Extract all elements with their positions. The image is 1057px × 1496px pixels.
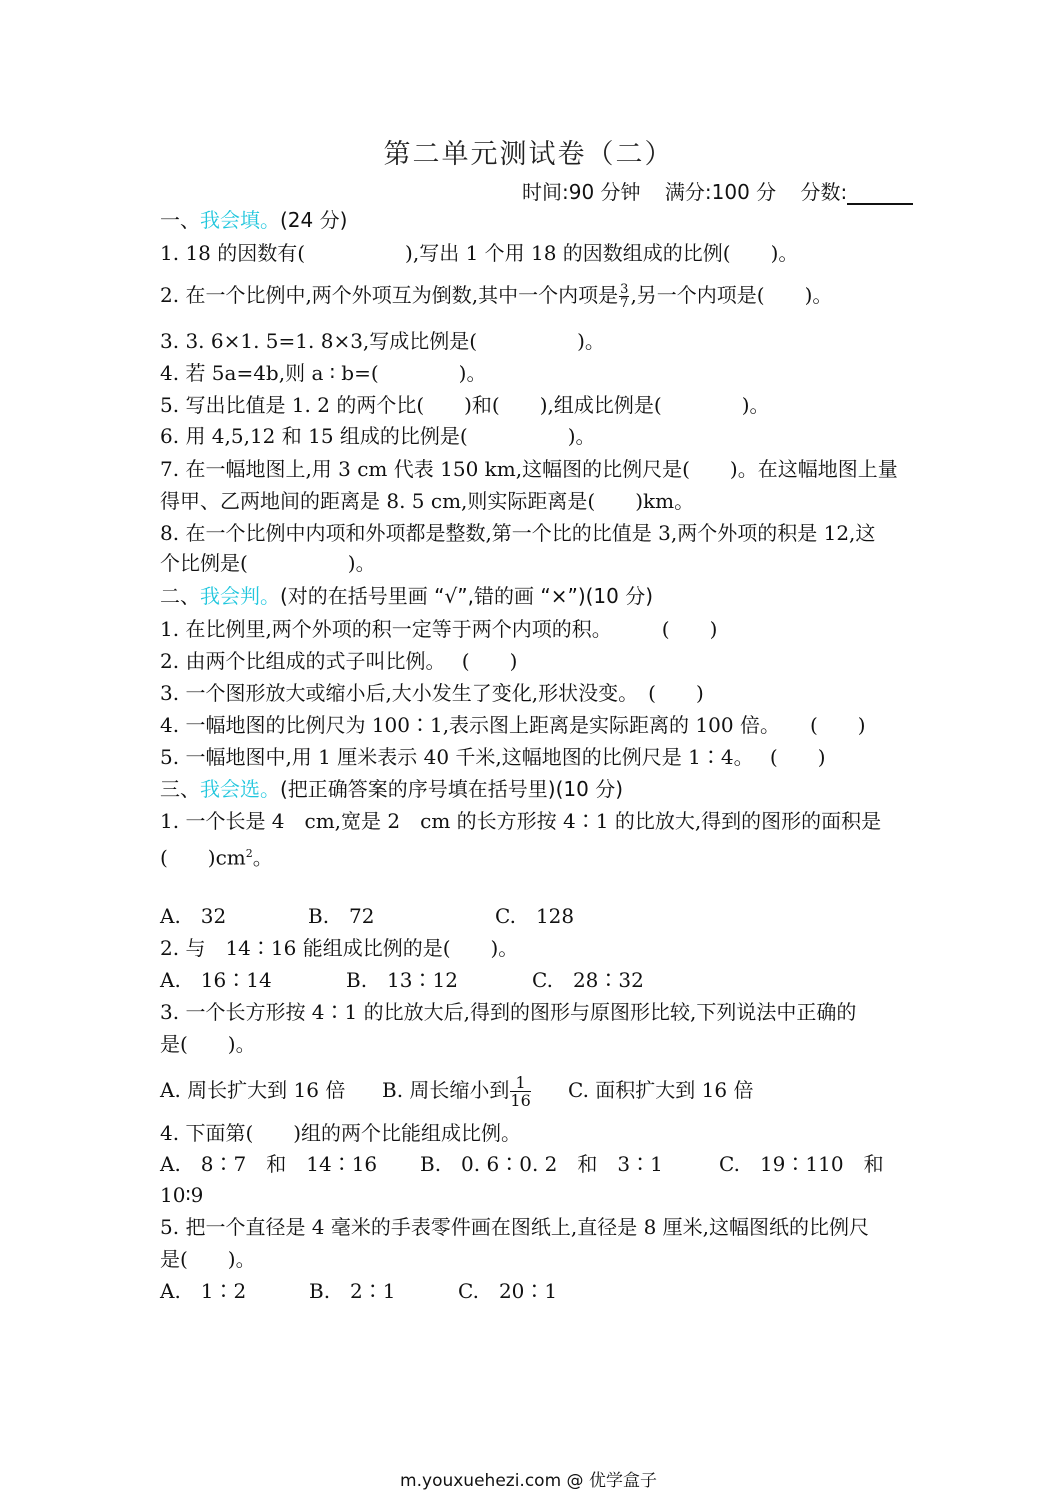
question-3-2: 2. 与 14∶16 能组成比例的是( )。 <box>160 936 519 960</box>
score-label: 分数: <box>801 180 932 204</box>
score-blank[interactable] <box>847 185 913 205</box>
question-1-8-line-1: 8. 在一个比例中内项和外项都是整数,第一个比的比值是 3,两个外项的积是 12,这 <box>160 521 876 545</box>
question-3-4-options <box>160 1151 884 1177</box>
time-limit: 时间:90 分钟 <box>522 180 641 204</box>
option-b[interactable]: B. 13∶12 <box>346 968 458 992</box>
fraction-3-7: $\frac{3}{7}$ <box>620 282 629 311</box>
option-a[interactable]: A. 32 <box>160 904 227 928</box>
question-3-5-line-2: 是( )。 <box>160 1247 256 1271</box>
section-3-name: 我会选。 <box>200 777 280 801</box>
question-2-3: 3. 一个图形放大或缩小后,大小发生了变化,形状没变。 ( ) <box>160 681 704 705</box>
question-3-3-line-2: 是( )。 <box>160 1032 256 1056</box>
option-c[interactable]: C. 19∶110 和 <box>719 1152 884 1176</box>
fraction-1-16: $\frac{1}{16}$ <box>510 1073 531 1110</box>
option-c[interactable]: C. 面积扩大到 16 倍 <box>568 1078 754 1102</box>
question-3-4-option-c-cont: 10∶9 <box>160 1183 204 1207</box>
question-3-1-line-2: ( )$cm^2$。 <box>160 845 273 870</box>
question-1-1: 1. 18 的因数有( ),写出 1 个用 18 的因数组成的比例( )。 <box>160 241 799 265</box>
full-score: 满分:100 分 <box>664 180 777 204</box>
footer-watermark[interactable]: m.youxuehezi.com @ 优学盒子 <box>400 1471 657 1491</box>
option-c[interactable]: C. 20∶1 <box>458 1279 558 1303</box>
option-b[interactable]: B. 周长缩小到 $\frac{1}{16}$ <box>382 1073 531 1110</box>
question-1-2: 2. 在一个比例中,两个外项互为倒数,其中一个内项是 $\frac{3}{7}$ ,另一个内项是( )。 <box>160 282 833 311</box>
option-a[interactable]: A. 16∶14 <box>160 968 272 992</box>
option-c[interactable]: C. 128 <box>495 904 575 928</box>
option-b[interactable]: B. 0. 6∶0. 2 和 3∶1 <box>420 1152 663 1176</box>
exam-meta <box>522 176 949 205</box>
option-b[interactable]: B. 72 <box>308 904 375 928</box>
question-3-1-options <box>160 903 574 929</box>
option-c[interactable]: C. 28∶32 <box>532 968 644 992</box>
question-1-4: 4. 若 5a=4b,则 a ∶ b=( )。 <box>160 361 487 385</box>
question-1-5: 5. 写出比值是 1. 2 的两个比( )和( ),组成比例是( )。 <box>160 393 770 417</box>
question-1-8-line-2: 个比例是( )。 <box>160 551 376 575</box>
option-a[interactable]: A. 周长扩大到 16 倍 <box>160 1078 346 1102</box>
question-3-5-line-1: 5. 把一个直径是 4 毫米的手表零件画在图纸上,直径是 8 厘米,这幅图纸的比例尺 <box>160 1215 870 1239</box>
question-3-4: 4. 下面第( )组的两个比能组成比例。 <box>160 1121 522 1145</box>
option-a[interactable]: A. 1∶2 <box>160 1279 247 1303</box>
question-1-7-line-2: 得甲、乙两地间的距离是 8. 5 cm,则实际距离是( )km。 <box>160 489 695 513</box>
question-2-2: 2. 由两个比组成的式子叫比例。 ( ) <box>160 649 518 673</box>
question-3-5-options <box>160 1278 557 1304</box>
section-2-name: 我会判。 <box>200 584 280 608</box>
question-3-1-line-1: 1. 一个长是 4 cm,宽是 2 cm 的长方形按 4∶1 的比放大,得到的图形的面积是 <box>160 809 882 833</box>
section-1-name: 我会填。 <box>200 208 280 232</box>
section-2-heading: 二、我会判。(对的在括号里画 “√”,错的画 “×”)(10 分) <box>160 584 654 608</box>
section-1-heading: 一、我会填。(24 分) <box>160 208 348 232</box>
option-a[interactable]: A. 8∶7 和 14∶16 <box>160 1152 378 1176</box>
question-2-1: 1. 在比例里,两个外项的积一定等于两个内项的积。 ( ) <box>160 617 718 641</box>
question-2-5: 5. 一幅地图中,用 1 厘米表示 40 千米,这幅地图的比例尺是 1∶4。 ( ) <box>160 745 826 769</box>
question-3-3-line-1: 3. 一个长方形按 4∶1 的比放大后,得到的图形与原图形比较,下列说法中正确的 <box>160 1000 857 1024</box>
question-2-4: 4. 一幅地图的比例尺为 100∶1,表示图上距离是实际距离的 100 倍。 ( ) <box>160 713 866 737</box>
question-1-7-line-1: 7. 在一幅地图上,用 3 cm 代表 150 km,这幅图的比例尺是( )。在这幅地图上量 <box>160 457 898 481</box>
section-3-heading: 三、我会选。(把正确答案的序号填在括号里)(10 分) <box>160 777 624 801</box>
question-1-3: 3. 3. 6×1. 5=1. 8×3,写成比例是( )。 <box>160 329 605 353</box>
page-title: 第二单元测试卷（二） <box>383 139 674 170</box>
option-b[interactable]: B. 2∶1 <box>309 1279 396 1303</box>
question-3-3-options <box>160 1074 753 1109</box>
question-1-6: 6. 用 4,5,12 和 15 组成的比例是( )。 <box>160 424 596 448</box>
question-3-2-options <box>160 967 644 993</box>
